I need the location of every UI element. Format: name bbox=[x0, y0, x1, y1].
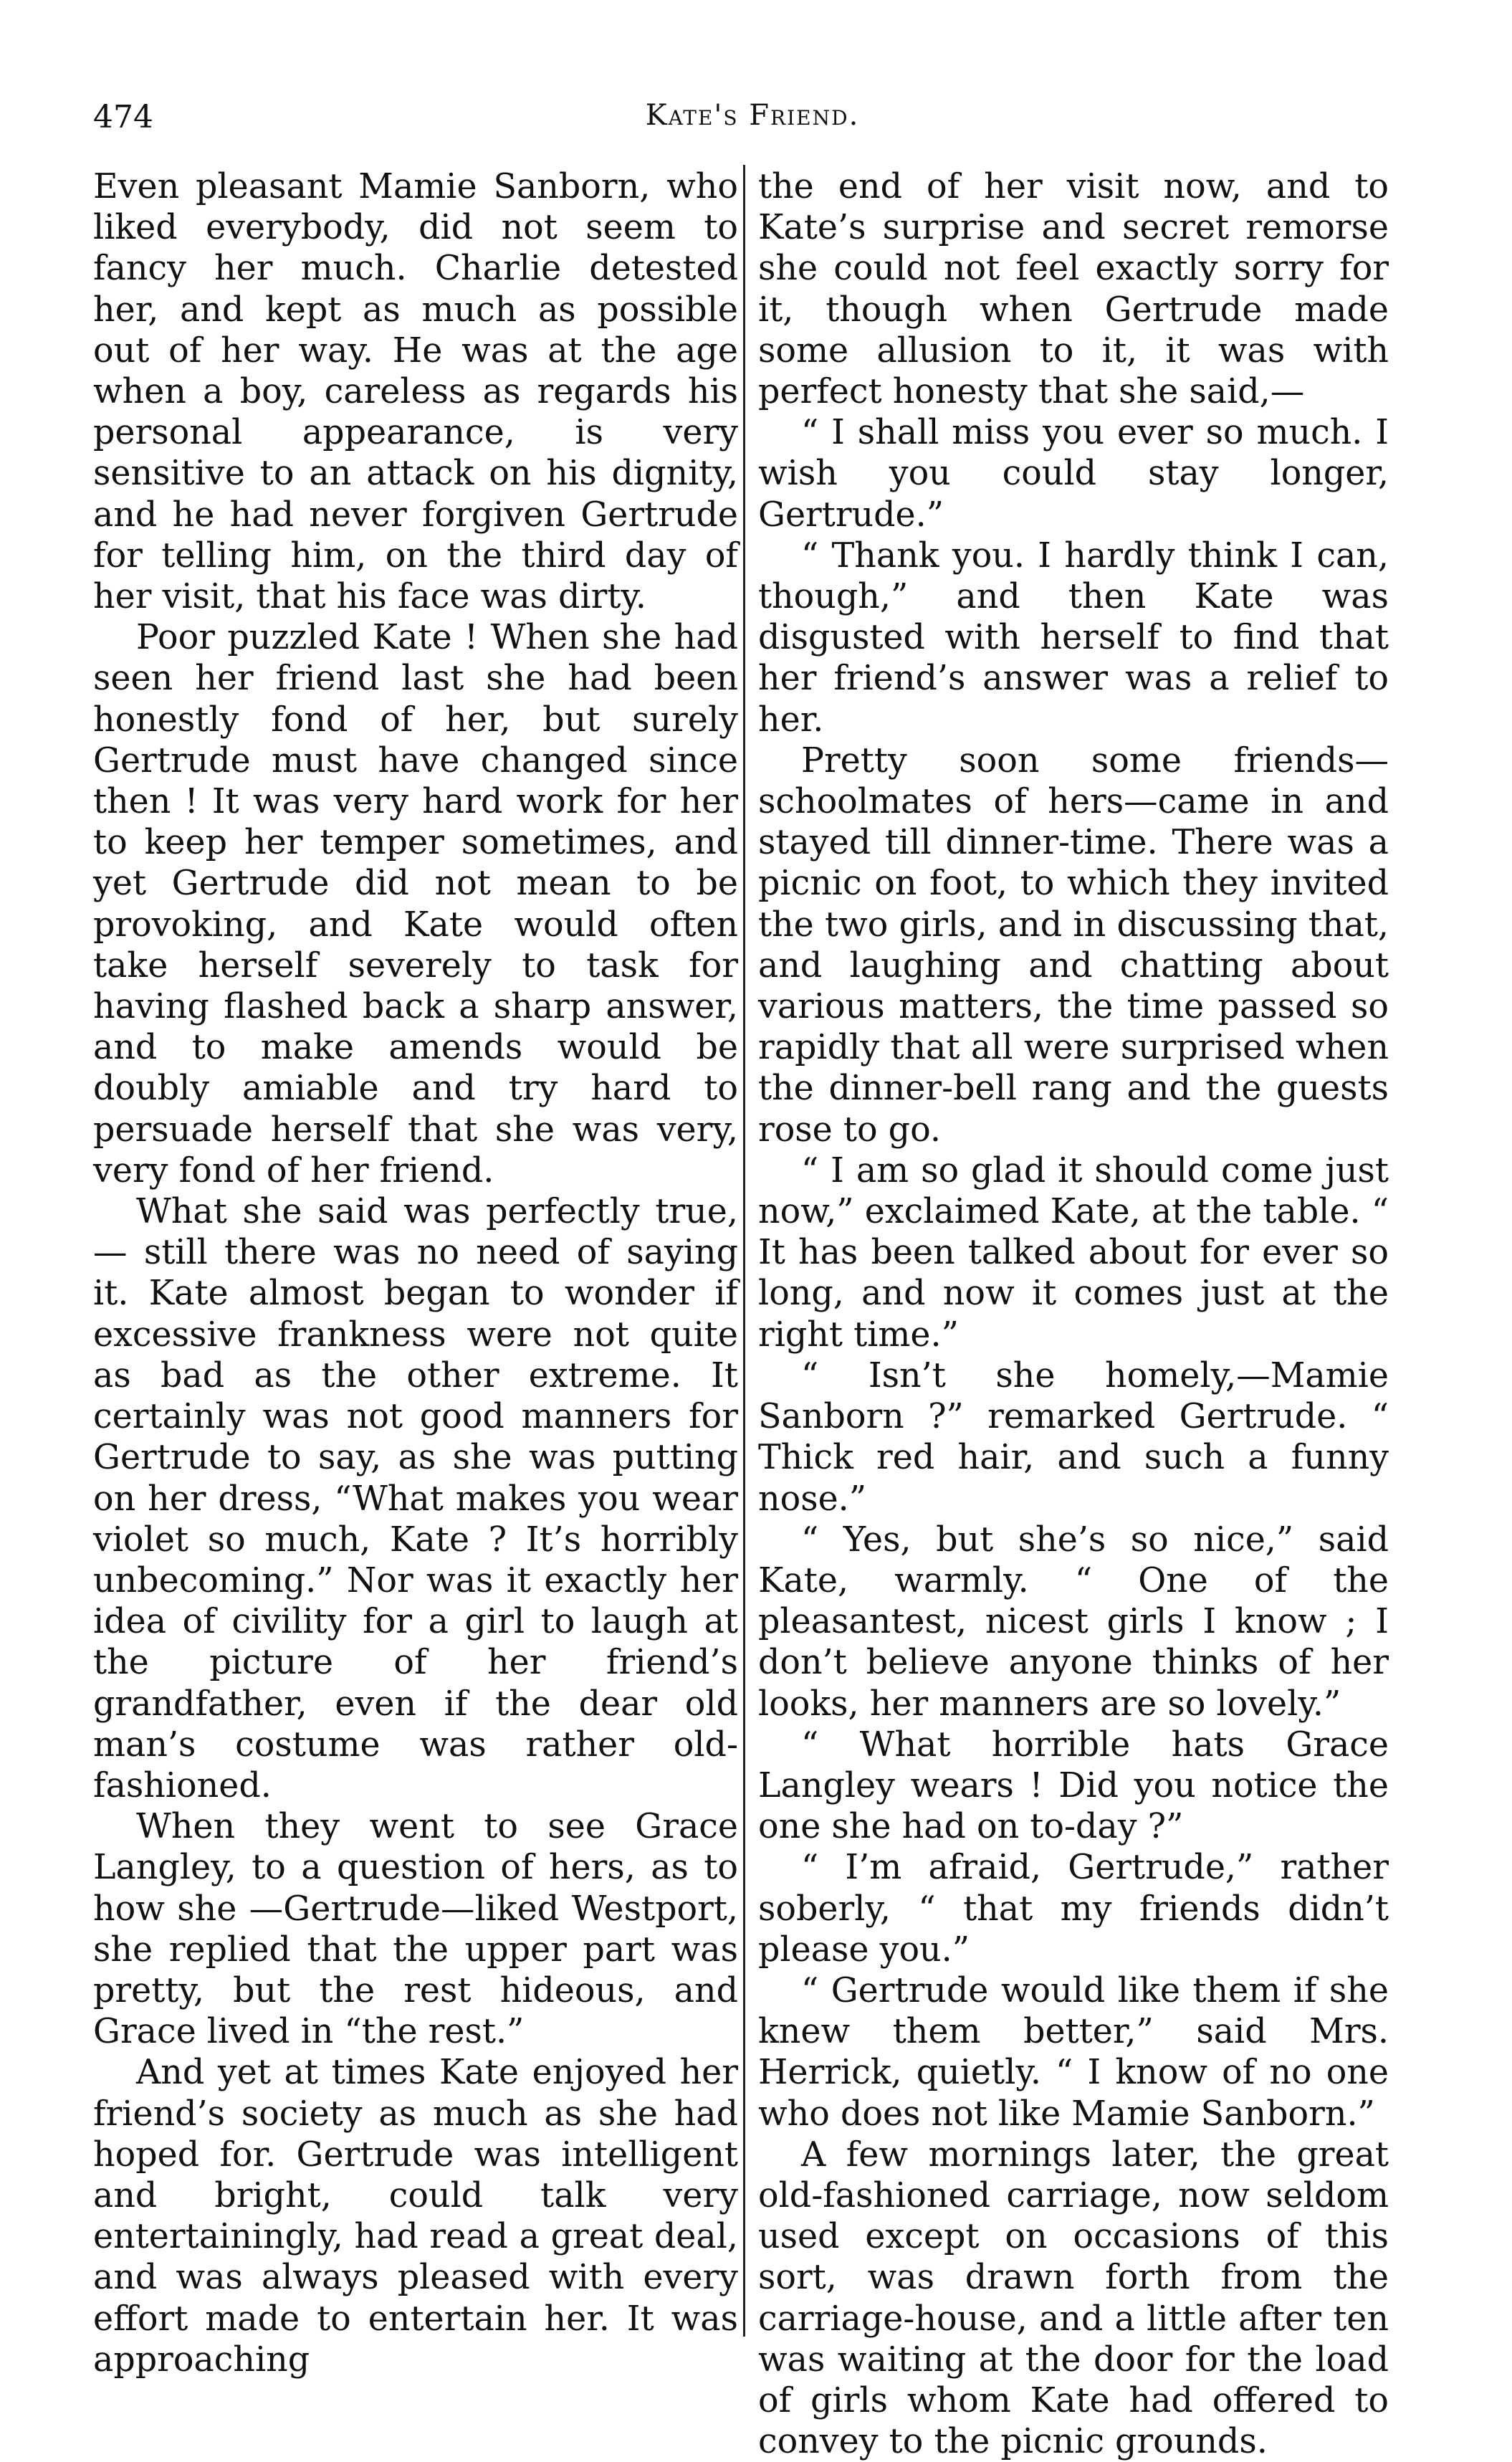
paragraph: What she said was perfectly true,— still there was no need of saying it. Kate almost began to wonder if excessive frankness were not quite as bad as the other extreme. It certainly was not good manners for Gertrude to say, as she was putting on her dress, “What makes you wear violet so much, Kate ? It’s horribly unbecoming.” Nor was it exactly her idea of civility for a girl to laugh at the picture of her friend’s grandfather, even if the dear old man’s costume was rather old-fashioned. bbox=[93, 1192, 738, 1805]
paragraph: “ I shall miss you ever so much. I wish you could stay longer, Gertrude.” bbox=[758, 413, 1389, 535]
page-header bbox=[93, 99, 1412, 149]
paragraph: the end of her visit now, and to Kate’s surprise and secret remorse she could not feel exactly sorry for it, though when Gertrude made some allusion to it, it was with perfect honesty that she said,— bbox=[758, 167, 1389, 412]
paragraph: “ Thank you. I hardly think I can, though,” and then Kate was disgusted with herself to find that her friend’s answer was a relief to her. bbox=[758, 535, 1389, 740]
paragraph: “ What horrible hats Grace Langley wears ! Did you notice the one she had on to-day ?” bbox=[758, 1724, 1389, 1847]
running-title: Kate's Friend. bbox=[645, 99, 860, 132]
paragraph: “ Gertrude would like them if she knew them better,” said Mrs. Herrick, quietly. “ I know of no one who does not like Mamie Sanborn.” bbox=[758, 1970, 1389, 2134]
column-divider bbox=[743, 165, 745, 2337]
paragraph: Even pleasant Mamie Sanborn, who liked everybody, did not seem to fancy her much. Charlie detested her, and kept as much as possible out of her way. He was at the age when a boy, careless as regards his personal appearance, is very sensitive to an attack on his dignity, and he had never forgiven Gertrude for telling him, on the third day of her visit, that his face was dirty. bbox=[93, 167, 738, 617]
paragraph: “ I’m afraid, Gertrude,” rather soberly, “ that my friends didn’t please you.” bbox=[758, 1848, 1389, 1970]
right-column bbox=[758, 166, 1389, 2462]
left-column bbox=[93, 166, 738, 2380]
paragraph: “ Yes, but she’s so nice,” said Kate, warmly. “ One of the pleasantest, nicest girls I know ; I don’t believe anyone thinks of her looks, her manners are so lovely.” bbox=[758, 1519, 1389, 1724]
paragraph: When they went to see Grace Langley, to a question of hers, as to how she —Gertrude—liked Westport, she replied that the upper part was pretty, but the rest hideous, and Grace lived in “the rest.” bbox=[93, 1807, 738, 2052]
paragraph: Pretty soon some friends—schoolmates of hers—came in and stayed till dinner-time. There was a picnic on foot, to which they invited the two girls, and in discussing that, and laughing and chatting about various matters, the time passed so rapidly that all were surprised when the dinner-bell rang and the guests rose to go. bbox=[758, 740, 1389, 1150]
paragraph: Poor puzzled Kate ! When she had seen her friend last she had been honestly fond of her, but surely Gertrude must have changed since then ! It was very hard work for her to keep her temper sometimes, and yet Gertrude did not mean to be provoking, and Kate would often take herself severely to task for having flashed back a sharp answer, and to make amends would be doubly amiable and try hard to persuade herself that she was very, very fond of her friend. bbox=[93, 618, 738, 1191]
paragraph: “ I am so glad it should come just now,” exclaimed Kate, at the table. “ It has been talked about for ever so long, and now it comes just at the right time.” bbox=[758, 1150, 1389, 1355]
paragraph: And yet at times Kate enjoyed her friend’s society as much as she had hoped for. Gertrude was intelligent and bright, could talk very entertainingly, had read a great deal, and was always pleased with every effort made to entertain her. It was approaching bbox=[93, 2053, 738, 2380]
paragraph: “ Isn’t she homely,—Mamie Sanborn ?” remarked Gertrude. “ Thick red hair, and such a funny nose.” bbox=[758, 1355, 1389, 1519]
page-number: 474 bbox=[93, 99, 153, 135]
paragraph: A few mornings later, the great old-fashioned carriage, now seldom used except on occasions of this sort, was drawn forth from the carriage-house, and a little after ten was waiting at the door for the load of girls whom Kate had offered to convey to the picnic grounds. bbox=[758, 2134, 1389, 2462]
